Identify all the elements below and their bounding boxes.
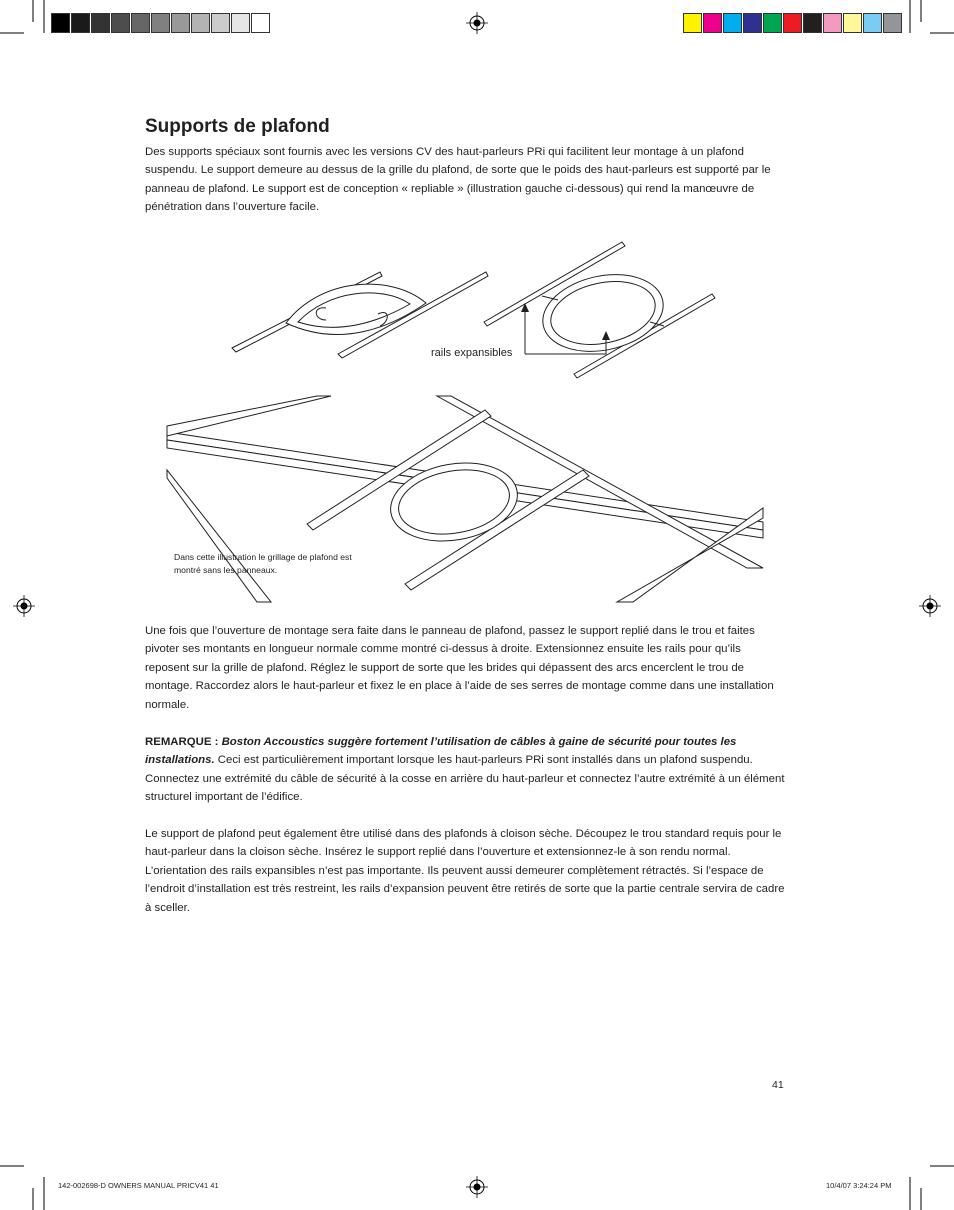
slug-timestamp: 10/4/07 3:24:24 PM xyxy=(826,1181,892,1190)
rails-label: rails expansibles xyxy=(431,347,513,359)
installation-paragraph: Une fois que l’ouverture de montage sera faite dans le panneau de plafond, passez le support replié dans le trou et faites pivoter ses montants en longueur normale comme montré ci-dessus à droite. Extensionnez ensuite les rails pour qu’ils reposent sur la grille de plafond. Réglez le support de sorte que les brides qui dépassent des arcs encerclent le trou de montage. Raccordez alors le haut-parleur et fixez le en place à l’aide de ses serres de montage comme dans une installation normale. xyxy=(145,625,774,711)
note-body: Ceci est particulièrement important lorsque les haut-parleurs PRi sont installés dans un plafond suspendu. Connectez une extrémité du câble de sécurité à la cosse en arrière du haut-parleur et connectez l’autre extrémité à un élément structurel important de l’édifice. xyxy=(145,754,785,804)
page-title: Supports de plafond xyxy=(145,116,330,137)
figure-caption: Dans cette illustration le grillage de plafond est montré sans les panneaux. xyxy=(174,552,352,575)
note-label: REMARQUE : xyxy=(145,736,222,748)
note-emphasis: Boston Accoustics suggère fortement l’utilisation de câbles à gaine de sécurité pour toutes les installations. xyxy=(145,736,737,767)
page-number: 41 xyxy=(772,1079,784,1091)
intro-paragraph: Des supports spéciaux sont fournis avec les versions CV des haut-parleurs PRi qui facilitent leur montage à un plafond suspendu. Le support demeure au dessus de la grille du plafond, de sorte que le poids des haut-parleurs est supporté par le panneau de plafond. Le support est de conception « repliable » (illustration gauche ci-dessous) qui rend la manœuvre de pénétration dans l’ouverture facile. xyxy=(145,146,771,214)
drywall-paragraph: Le support de plafond peut également être utilisé dans des plafonds à cloison sèche. Découpez le trou standard requis pour le haut-parleur dans la cloison sèche. Insérez le support replié dans l’ouverture et extensionnez-le à son rendu normal. L’orientation des rails expansibles n’est pas importante. Ils peuvent aussi demeurer complètement rétractés. Si l’espace de l’endroit d’installation est très restreint, les rails d’expansion peuvent être retirés de sorte que la partie centrale servira de cadre à sceller. xyxy=(145,828,785,914)
safety-note-paragraph xyxy=(145,733,785,807)
rails-pointer-arrows xyxy=(520,300,620,360)
slug-file-info: 142-002698-D OWNERS MANUAL PRICV41 41 xyxy=(58,1181,219,1190)
